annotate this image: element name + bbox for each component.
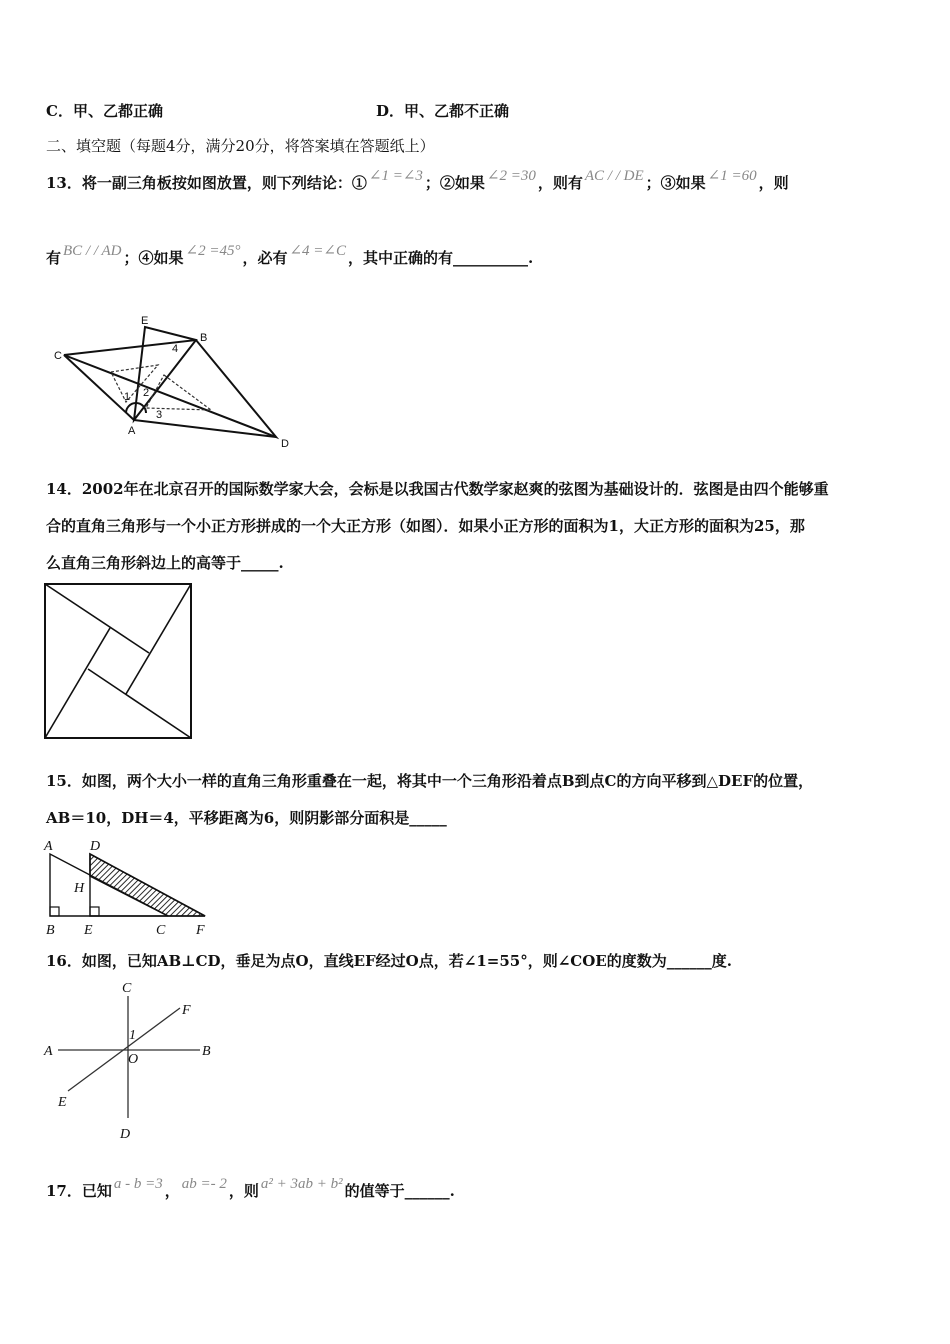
label-2: 2 xyxy=(143,387,150,399)
label-f: F xyxy=(182,1003,191,1018)
q13-math-7: ∠4 =∠C xyxy=(289,243,346,259)
triangle-abc xyxy=(50,854,168,916)
q15-line2: AB＝10，DH＝4，平移距离为6，则阴影部分面积是_____ xyxy=(46,809,447,827)
q17-math-1: a - b =3 xyxy=(113,1176,163,1192)
label-b: B xyxy=(202,1044,211,1059)
right-angle-b xyxy=(50,907,59,916)
label-a: A xyxy=(44,1044,53,1059)
q13-text-6: 有 xyxy=(46,249,62,267)
label-a: A xyxy=(128,425,136,437)
label-c: C xyxy=(54,350,62,362)
label-h: H xyxy=(74,881,85,896)
q17-text-1: 17．已知 xyxy=(46,1182,112,1200)
label-f: F xyxy=(196,923,205,938)
q13-math-6: ∠2 =45° xyxy=(185,243,241,259)
section-title: 二、填空题（每题4分，满分20分，将答案填在答题纸上） xyxy=(46,137,435,155)
q13-math-5: BC / / AD xyxy=(63,243,122,259)
q13-text-1: 13．将一副三角板按如图放置，则下列结论：① xyxy=(46,174,367,192)
q17-math-3: a² + 3ab + b² xyxy=(260,1176,343,1192)
label-e: E xyxy=(84,923,93,938)
q13-text-9: ，其中正确的有__________. xyxy=(348,249,534,267)
diagram-line-2 xyxy=(126,584,191,694)
label-d: D xyxy=(90,839,101,854)
label-4: 4 xyxy=(172,343,179,355)
q17-text-3: ，则 xyxy=(228,1182,259,1200)
line-ca xyxy=(64,355,134,420)
q17-math-2: ab =- 2 xyxy=(181,1176,227,1192)
label-o: O xyxy=(128,1052,139,1067)
q14-line3: 么直角三角形斜边上的高等于_____. xyxy=(46,554,284,572)
triangle-cbd xyxy=(64,340,276,437)
q13-text-5: ，则 xyxy=(758,174,789,192)
q13-math-3: AC / / DE xyxy=(584,168,644,184)
dashed-triangle-left xyxy=(111,365,158,402)
q17-line1 xyxy=(46,1176,455,1202)
label-1: 1 xyxy=(129,1028,136,1043)
q13-math-1: ∠1 =∠3 xyxy=(368,168,423,184)
q15-figure xyxy=(40,836,220,938)
option-c: C．甲、乙都正确 xyxy=(46,102,163,120)
diagram-line-1 xyxy=(45,584,149,653)
label-e: E xyxy=(58,1095,67,1110)
q14-line2: 合的直角三角形与一个小正方形拼成的一个大正方形（如图）．如果小正方形的面积为1，大正方形的面积为25，那 xyxy=(46,517,805,535)
q17-text-4: 的值等于______. xyxy=(344,1182,455,1200)
q13-text-8: ，必有 xyxy=(242,249,288,267)
q13-line2 xyxy=(46,243,534,269)
q15-line1: 15．如图，两个大小一样的直角三角形重叠在一起，将其中一个三角形沿着点B到点C的方向平移到△DEF的位置， xyxy=(46,772,814,790)
q13-figure xyxy=(46,310,306,455)
label-e: E xyxy=(141,315,149,327)
q14-figure xyxy=(44,583,194,741)
right-angle-e xyxy=(90,907,99,916)
q13-line1 xyxy=(46,168,789,194)
q14-line1: 14．2002年在北京召开的国际数学家大会，会标是以我国古代数学家赵爽的弦图为基础设计的．弦图是由四个能够重 xyxy=(46,480,829,498)
label-1: 1 xyxy=(124,391,131,403)
label-3: 3 xyxy=(156,409,163,421)
q13-math-4: ∠1 =60 xyxy=(707,168,757,184)
q13-text-2: ；②如果 xyxy=(424,174,485,192)
option-d: D．甲、乙都不正确 xyxy=(376,102,510,120)
big-square xyxy=(45,584,191,738)
label-b: B xyxy=(46,923,55,938)
q13-math-2: ∠2 =30 xyxy=(486,168,536,184)
label-d: D xyxy=(120,1127,131,1142)
q17-text-2: ， xyxy=(164,1182,180,1200)
label-b: B xyxy=(200,332,208,344)
q13-text-4: ；③如果 xyxy=(645,174,706,192)
label-a: A xyxy=(44,839,53,854)
label-c: C xyxy=(122,981,132,996)
diagram-line-4 xyxy=(45,628,110,738)
label-d: D xyxy=(281,438,289,450)
diagram-line-3 xyxy=(88,669,191,738)
label-c: C xyxy=(156,923,166,938)
q16-figure xyxy=(40,976,225,1146)
q13-text-7: ；④如果 xyxy=(123,249,184,267)
q13-text-3: ，则有 xyxy=(537,174,583,192)
q16-line1: 16．如图，已知AB⊥CD，垂足为点O，直线EF经过O点，若∠1=55°，则∠COE的度数为______度. xyxy=(46,952,732,970)
